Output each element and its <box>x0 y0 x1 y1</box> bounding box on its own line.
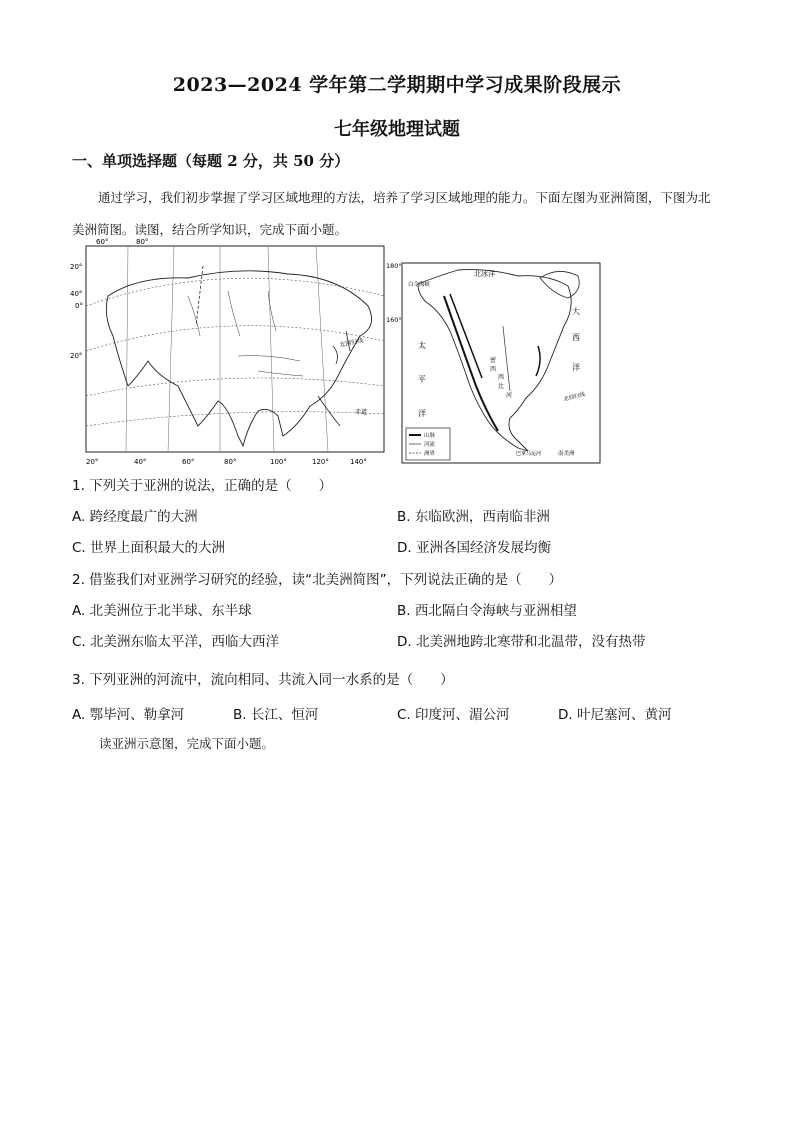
asia-lat-1: 40° <box>70 290 83 298</box>
exam-subtitle: 七年级地理试题 <box>334 119 460 140</box>
asia-top-lon-0: 60° <box>96 238 109 246</box>
asia-lat-2: 0° <box>75 302 83 310</box>
na-miss-3: 西 <box>498 374 505 381</box>
asia-lat-3: 20° <box>70 352 83 360</box>
question-3-option-d: D. 叶尼塞河、黄河 <box>558 707 672 723</box>
section-heading: 一、单项选择题（每题 2 分，共 50 分） <box>72 152 350 170</box>
na-atlantic-2: 西 <box>572 333 580 342</box>
question-1-stem: 1. 下列关于亚洲的说法，正确的是（ ） <box>72 478 333 494</box>
na-atlantic-3: 洋 <box>572 363 580 372</box>
na-atlantic-1: 大 <box>572 307 580 316</box>
question-2-option-c: C. 北美洲东临太平洋，西临大西洋 <box>72 634 280 650</box>
asia-bottom-lon-4: 100° <box>270 458 287 466</box>
question-1-option-b: B. 东临欧洲，西南临非洲 <box>397 509 550 525</box>
asia-lat-0: 20° <box>70 263 83 271</box>
na-pacific-2: 平 <box>418 375 426 384</box>
question-3-option-b: B. 长江、恒河 <box>233 707 319 723</box>
question-2-option-a: A. 北美洲位于北半球、东半球 <box>72 603 252 619</box>
na-legend-river: 河流 <box>424 442 436 448</box>
north-america-map <box>386 262 600 463</box>
na-lat-label: 160° <box>386 316 402 324</box>
asia-top-lon-1: 80° <box>136 238 149 246</box>
asia-tropic-label: 北回归线 <box>338 337 364 349</box>
na-miss-5: 河 <box>506 392 513 399</box>
question-1-option-a: A. 跨经度最广的大洲 <box>72 509 198 525</box>
exam-title: 2023—2024 学年第二学期期中学习成果阶段展示 <box>172 74 622 96</box>
na-legend-mountain: 山脉 <box>424 433 436 439</box>
asia-bottom-lon-1: 40° <box>134 458 147 466</box>
na-panama-label: 巴拿马运河 <box>516 451 542 457</box>
na-miss-1: 密 <box>490 357 497 364</box>
question-1-option-d: D. 亚洲各国经济发展均衡 <box>397 540 551 556</box>
na-pacific-3: 洋 <box>418 409 426 418</box>
na-arctic-ocean: 北冰洋 <box>474 270 495 278</box>
asia-bottom-lon-0: 20° <box>86 458 99 466</box>
asia-bottom-lon-2: 60° <box>182 458 195 466</box>
intro-paragraph: 通过学习，我们初步掌握了学习区域地理的方法，培养了学习区域地理的能力。下面左图为亚洲简图，下图为北美洲简图。读图，结合所学知识，完成下面小题。 <box>72 190 711 237</box>
question-3-stem: 3. 下列亚洲的河流中，流向相同、共流入同一水系的是（ ） <box>72 672 454 688</box>
na-miss-2: 西 <box>490 366 497 373</box>
na-south-america-label: 南美洲 <box>558 451 575 457</box>
asia-map <box>70 238 384 466</box>
question-2-option-b: B. 西北隔白令海峡与亚洲相望 <box>397 603 577 619</box>
question-3-option-c: C. 印度河、湄公河 <box>397 707 510 723</box>
na-legend-boundary: 洲界 <box>424 451 436 457</box>
question-1-option-c: C. 世界上面积最大的大洲 <box>72 540 226 556</box>
na-miss-4: 比 <box>498 383 505 390</box>
na-lon-label: 180° <box>386 262 402 270</box>
question-3-option-a: A. 鄂毕河、勒拿河 <box>72 707 185 723</box>
na-tropic-label: 北回归线 <box>563 391 586 403</box>
asia-equator-label: 赤道 <box>355 409 368 416</box>
maps-figure <box>70 236 608 468</box>
na-pacific-1: 太 <box>418 341 426 350</box>
question-2-stem: 2. 借鉴我们对亚洲学习研究的经验，读“北美洲简图”，下列说法正确的是（ ） <box>72 572 563 588</box>
next-group-intro: 读亚洲示意图，完成下面小题。 <box>99 736 275 751</box>
asia-bottom-lon-6: 140° <box>350 458 367 466</box>
question-2-option-d: D. 北美洲地跨北寒带和北温带，没有热带 <box>397 634 646 650</box>
na-bering-strait: 白令海峡 <box>408 282 431 288</box>
asia-bottom-lon-3: 80° <box>224 458 237 466</box>
asia-bottom-lon-5: 120° <box>312 458 329 466</box>
